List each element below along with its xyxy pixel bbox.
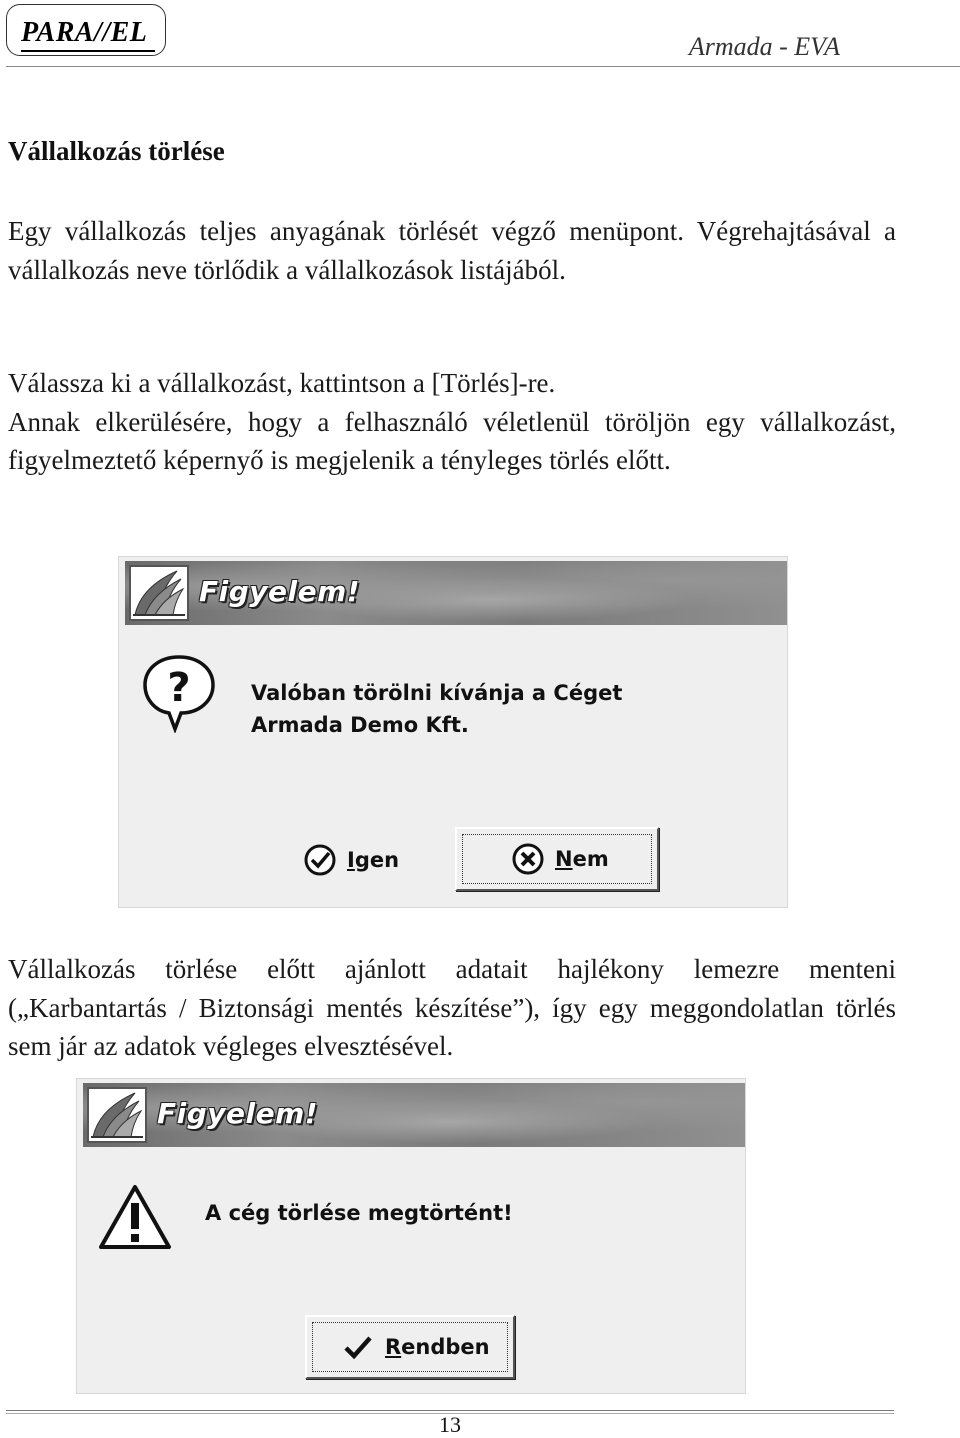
question-bubble-icon: [141, 653, 217, 733]
dialog-titlebar: [125, 561, 787, 625]
no-button-label: Nem: [555, 847, 609, 871]
yes-button-label: Igen: [347, 848, 400, 872]
paragraph-instructions: [8, 364, 896, 480]
ok-button-label: Rendben: [385, 1335, 490, 1359]
dialog-message-line: Valóban törölni kívánja a Céget: [251, 681, 623, 705]
dialog-message: A cég törlése megtörtént!: [205, 1201, 513, 1225]
dialog-title: Figyelem!: [199, 575, 361, 608]
app-logo-icon: [129, 565, 189, 621]
svg-text:?: ?: [167, 665, 191, 711]
no-button[interactable]: [455, 827, 659, 891]
checkmark-icon: [341, 1330, 375, 1364]
paragraph-backup-advice: Vállalkozás törlése előtt ajánlott adatait hajlékony lemezre menteni („Karbantartás / Biztonsági mentés készítése”), így egy meggondolatlan törlés sem jár az adatok végleges elvesztésével.: [8, 954, 896, 1061]
page-number: 13: [439, 1412, 461, 1437]
warning-triangle-icon: [97, 1183, 173, 1251]
header-title: Armada - EVA: [688, 32, 840, 61]
ok-button[interactable]: [305, 1315, 515, 1379]
header-divider: [6, 66, 960, 67]
dialog-message: [251, 677, 622, 741]
delete-done-dialog: [76, 1078, 746, 1394]
paragraph-intro: Egy vállalkozás teljes anyagának törlését végző menüpont. Végrehajtásával a vállalkozás neve törlődik a vállalkozások listájából.: [8, 216, 896, 285]
confirm-delete-dialog: [118, 556, 788, 908]
dialog-titlebar: [83, 1083, 745, 1147]
check-circle-icon: [303, 843, 337, 877]
dialog-title: Figyelem!: [157, 1097, 319, 1130]
app-logo-icon: [87, 1087, 147, 1143]
instruction-line: Válassza ki a vállalkozást, kattintson a [Törlés]-re.: [8, 368, 556, 398]
x-circle-icon: [511, 842, 545, 876]
warning-explanation: Annak elkerülésére, hogy a felhasználó véletlenül töröljön egy vállalkozást, figyelmeztető képernyő is megjelenik a tényleges törlés előtt.: [8, 406, 896, 475]
logo-underline: [21, 50, 155, 52]
section-title: Vállalkozás törlése: [8, 136, 225, 166]
yes-button[interactable]: [299, 837, 429, 883]
company-name: Armada Demo Kft.: [251, 713, 469, 737]
footer-divider: [6, 1410, 894, 1411]
logo: [6, 4, 166, 56]
logo-text: PARA//EL: [21, 17, 148, 48]
